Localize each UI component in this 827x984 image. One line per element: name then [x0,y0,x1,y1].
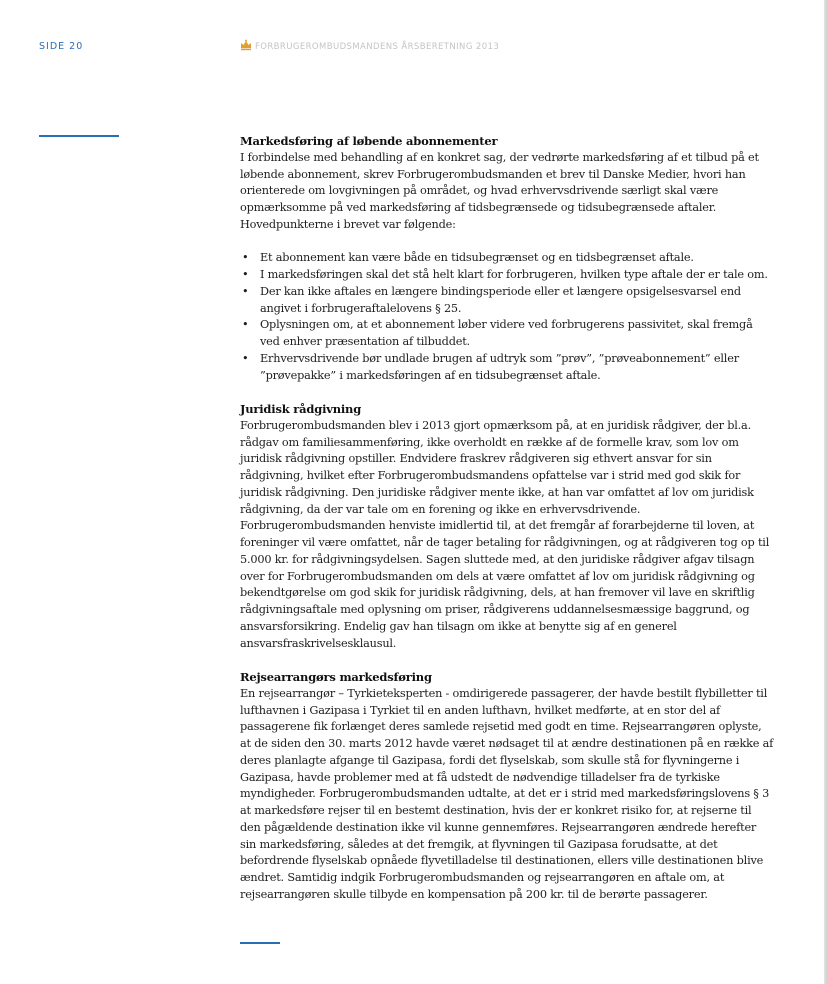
list-item [240,351,775,385]
section-paragraph: Forbrugerombudsmanden blev i 2013 gjort opmærksom på, at en juridisk rådgiver, der bl.a. rådgav om familiesammenføring, ikke overholdt en række af de formelle krav, som lov om juridisk rådgivning opstiller. Endvidere fraskrev rådgiveren sig ethvert ansvar for sin rådgivning, hvilket efter Forbrugerombudsmandens opfattelse var i strid med god skik for juridisk rådgivning. Den juridiske rådgiver mente ikke, at han var omfattet af lov om juridisk rådgivning, da der var tale om en forening og ikke en erhvervsdrivende. Forbrugerombudsmanden henviste imidlertid til, at det fremgår af forarbejderne til loven, at foreninger vil være omfattet, når de tager betaling for rådgivningen, og at rådgiveren tog op til 5.000 kr. for rådgivningsydelsen. Sagen sluttede med, at den juridiske rådgiver afgav tilsagn over for Forbrugerombudsmanden om dels at være omfattet af lov om juridisk rådgivning og bekendtgørelse om god skik for juridisk rådgivning, dels, at han fremover vil lave en skriftlig rådgivningsaftale med oplysning om priser, rådgiverens uddannelsesmæssige baggrund, og ansvarsforsikring. Endelig gav han tilsagn om ikke at benytte sig af en generel ansvarsfraskrivelsesklausul. [240,418,770,650]
section-paragraph: En rejsearrangør – Tyrkieteksperten - omdirigerede passagerer, der havde bestilt flybilletter til lufthavnen i Gazipasa i Tyrkiet til en anden lufthavn, hvilket medførte, at en stor del af passagerene fik forlænget deres samlede rejsetid med godt en time. Rejsearrangøren oplyste, at de siden den 30. marts 2012 havde været nødsaget til at ændre destinationen på en række af deres planlagte afgange til Gazipasa, fordi det flyselskab, som skulle stå for flyvningerne i Gazipasa, havde problemer med at få udstedt de nødvendige tilladelser fra de tyrkiske myndigheder. Forbrugerombudsmanden udtalte, at det er i strid med markedsføringslovens § 3 at markedsføre rejser til en bestemt destination, hvis der er konkret risiko for, at rejserne til den pågældende destination ikke vil kunne gennemføres. Rejsearrangøren ændrede herefter sin markedsføring, således at det fremgik, at flyvningen til Gazipasa forudsatte, at det befordrende flyselskab opnåede flyvetilladelse til destinationen, ellers ville destinationen blive ændret. Samtidig indgik Forbrugerombudsmanden og rejsearrangøren en aftale om, at rejsearrangøren skulle tilbyde en kompensation på 200 kr. til de berørte passagerer. [240,686,774,901]
margin-rule [39,135,119,137]
page-number: SIDE 20 [39,41,84,52]
section-rejsearrangoer [240,669,775,904]
section-juridisk-raadgivning [240,401,775,652]
running-header-title: FORBRUGEROMBUDSMANDENS ÅRSBERETNING 2013 [255,41,500,52]
list-item [240,284,775,318]
section-paragraph: I forbindelse med behandling af en konkret sag, der vedrørte markedsføring af et tilbud på et løbende abonnement, skrev Forbrugerombudsmanden et brev til Danske Medier, hvori han orienterede om lovgivningen på området, og hvad erhvervsdrivende særligt skal være opmærksomme på ved markedsføring af tidsbegrænsede og tidsubegrænsede aftaler. Hovedpunkterne i brevet var følgende: [240,150,759,231]
list-item-text: I markedsføringen skal det stå helt klart for forbrugeren, hvilken type aftale der er tale om. [260,268,768,281]
running-header [240,39,499,54]
bullet-icon: • [242,318,249,332]
crown-icon [240,39,255,54]
list-item [240,250,775,267]
list-item-text: Erhvervsdrivende bør undlade brugen af udtryk som ”prøv”, ”prøveabonnement” eller ”prøvepakke” i markedsføringen af en tidsubegrænset aftale. [260,351,739,382]
bullet-list [240,250,775,384]
section-heading: Juridisk rådgivning [240,402,362,416]
section-abonnementer [240,133,775,384]
section-heading: Markedsføring af løbende abonnementer [240,134,498,148]
list-item [240,267,775,284]
list-item-text: Der kan ikke aftales en længere bindingsperiode eller et længere opsigelsesvarsel end angivet i forbrugeraftalelovens § 25. [260,284,741,315]
list-item-text: Et abonnement kan være både en tidsubegrænset og en tidsbegrænset aftale. [260,251,694,265]
footer-rule [240,942,280,944]
section-heading: Rejsearrangørs markedsføring [240,670,432,684]
bullet-icon: • [242,251,249,265]
bullet-icon: • [242,268,249,281]
bullet-icon: • [242,351,249,365]
list-item-text: Oplysningen om, at et abonnement løber videre ved forbrugerens passivitet, skal fremgå ved enhver præsentation af tilbuddet. [260,318,753,348]
article-body [240,133,775,920]
list-item [240,317,775,351]
bullet-icon: • [242,284,249,298]
